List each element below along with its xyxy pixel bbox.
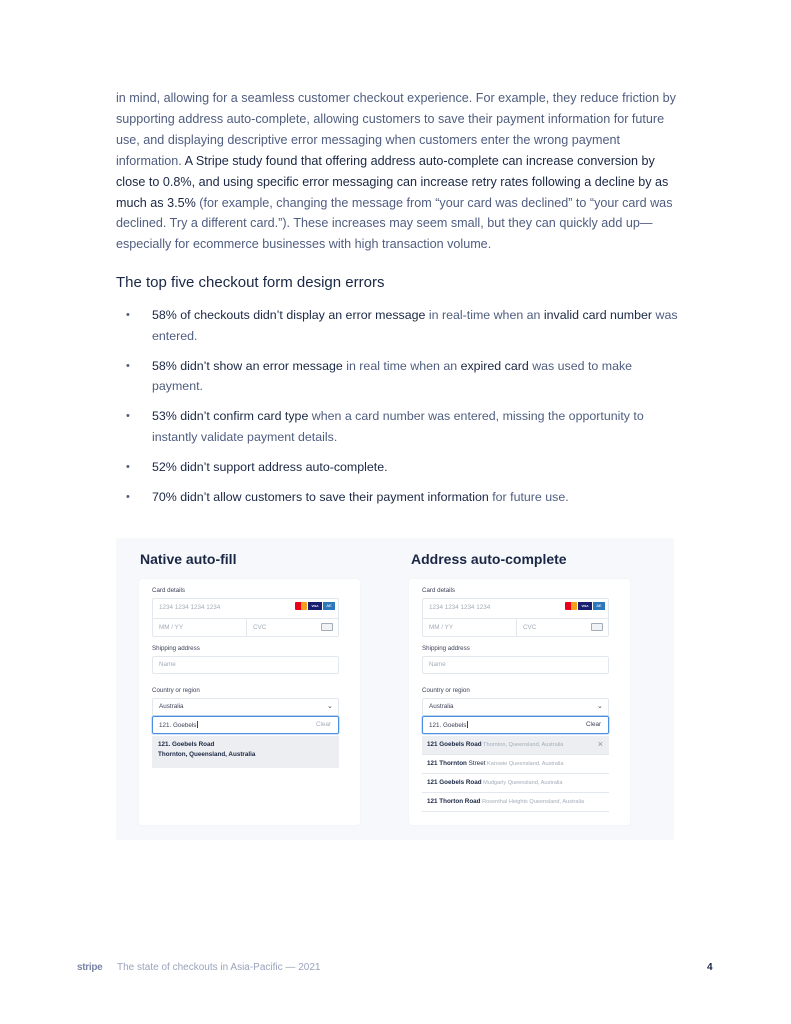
bullet-emphasis: 58% didn’t show an error message: [152, 358, 343, 373]
bullet-text: for future use.: [488, 489, 569, 504]
bullet-emphasis: 58% of checkouts didn’t display an error message: [152, 308, 426, 322]
shipping-address-label: Shipping address: [152, 645, 200, 652]
expiry-placeholder: MM / YY: [429, 624, 454, 631]
autocomplete-suggestion[interactable]: [422, 774, 609, 793]
suggestion-text: 121 Goebels Road Thornton, Queensland, Australia: [427, 741, 564, 748]
cvc-card-icon: [321, 623, 333, 631]
country-value: Australia: [159, 703, 184, 710]
country-value: Australia: [429, 703, 454, 710]
bullet-dot: •: [126, 460, 130, 473]
section-heading: The top five checkout form design errors: [116, 274, 385, 291]
country-select[interactable]: [422, 698, 609, 716]
card-details-label: Card details: [152, 587, 186, 594]
bullet-text: was entered.: [152, 308, 678, 343]
bullet-emphasis: 52% didn’t support address auto-complete.: [152, 459, 388, 474]
card-input-group: [422, 598, 609, 637]
native-autofill-title: Native auto-fill: [140, 551, 237, 567]
bullet-dot: •: [126, 309, 130, 321]
cvc-placeholder: CVC: [253, 624, 267, 631]
bullet-text: when a card number was entered, missing the opportunity to instantly validate payment details.: [152, 409, 644, 444]
bullet-text: in real-time when an: [425, 308, 544, 322]
shipping-address-label: Shipping address: [422, 645, 470, 652]
card-number-placeholder: 1234 1234 1234 1234: [159, 604, 221, 611]
bullet-dot: •: [126, 410, 130, 422]
name-placeholder: Name: [159, 661, 176, 668]
error-list: [126, 305, 681, 517]
card-number-field[interactable]: [153, 599, 338, 618]
list-item: [126, 305, 681, 346]
name-field[interactable]: [422, 656, 609, 674]
visa-icon: VISA: [578, 602, 592, 610]
card-number-placeholder: 1234 1234 1234 1234: [429, 604, 491, 611]
country-label: Country or region: [422, 687, 470, 694]
close-icon[interactable]: ×: [597, 739, 603, 749]
expiry-field[interactable]: [423, 618, 517, 637]
autocomplete-suggestion[interactable]: [422, 736, 609, 755]
address-value: 121. Goebels: [159, 722, 197, 729]
expiry-field[interactable]: [153, 618, 247, 637]
autocomplete-suggestion[interactable]: [422, 755, 609, 774]
suggestion-text: 121 Thornton Street Karowie Queensland, Australia: [427, 760, 564, 767]
card-number-field[interactable]: [423, 599, 608, 618]
bullet-emphasis: invalid card number: [543, 308, 653, 322]
mastercard-icon: [295, 602, 307, 610]
expiry-placeholder: MM / YY: [159, 624, 184, 631]
stripe-logo: stripe: [77, 962, 103, 973]
bullet-dot: •: [126, 359, 130, 372]
address-autocomplete-title: Address auto-complete: [411, 551, 567, 567]
suggestion-text: 121 Goebels Road Mudgarly Queensland, Australia: [427, 779, 563, 786]
chevron-down-icon: ⌄: [327, 703, 333, 710]
bullet-text: in real time when an: [342, 358, 461, 373]
name-field[interactable]: [152, 656, 339, 674]
mastercard-icon: [565, 602, 577, 610]
footer-title: The state of checkouts in Asia-Pacific — 2021: [117, 962, 321, 973]
country-select[interactable]: [152, 698, 339, 716]
cvc-placeholder: CVC: [523, 624, 537, 631]
suggestion-line-2: Thornton, Queensland, Australia: [158, 751, 256, 758]
amex-icon: AE: [593, 602, 605, 610]
intro-text-1: in mind, allowing for a seamless customer checkout experience. For example, they reduce friction by supporting address auto-complete, allowing customers to save their payment information for future use, and displaying descriptive error messaging when customers enter the wrong payment information.: [116, 91, 676, 168]
bullet-emphasis: 70% didn’t allow customers to save their payment information: [152, 489, 489, 504]
visa-icon: VISA: [308, 602, 322, 610]
name-placeholder: Name: [429, 661, 446, 668]
list-item: [126, 487, 681, 508]
autocomplete-suggestion[interactable]: [422, 793, 609, 812]
address-value: 121. Goebels: [429, 722, 467, 729]
intro-highlight: A Stripe study found that offering address auto-complete can increase conversion by close to 0.8%, and using specific error messaging can increase retry rates following a decline by as much as 3.5%: [116, 153, 669, 210]
chevron-down-icon: ⌄: [597, 703, 603, 710]
bullet-text: was used to make payment.: [152, 358, 633, 393]
amex-icon: AE: [323, 602, 335, 610]
address-autocomplete-form: [409, 579, 630, 825]
list-item: [126, 356, 681, 397]
country-label: Country or region: [152, 687, 200, 694]
bullet-emphasis: 53% didn’t confirm card type: [152, 409, 309, 423]
list-item: [126, 457, 681, 478]
autofill-suggestion[interactable]: [152, 736, 339, 768]
suggestion-text: 121 Thorton Road Rosenthal Heights Queensland, Australia: [427, 798, 585, 805]
list-item: [126, 406, 681, 447]
card-input-group: [152, 598, 339, 637]
comparison-panel: [116, 538, 674, 840]
cvc-field[interactable]: [517, 618, 609, 637]
intro-paragraph: [116, 88, 681, 255]
bullet-emphasis: expired card: [460, 358, 529, 373]
clear-button[interactable]: Clear: [316, 721, 332, 728]
bullet-dot: •: [126, 490, 130, 503]
page-number: 4: [707, 962, 713, 973]
cvc-card-icon: [591, 623, 603, 631]
card-details-label: Card details: [422, 587, 456, 594]
intro-text-2: (for example, changing the message from “your card was declined” to “your card was declined. Try a different card.”). These increases may seem small, but they can quickly add up—especially for ecommerce businesses with high transaction volume.: [116, 195, 673, 252]
clear-button[interactable]: Clear: [586, 721, 602, 728]
suggestion-line-1: 121. Goebels Road: [158, 741, 215, 748]
native-autofill-form: [139, 579, 360, 825]
cvc-field[interactable]: [247, 618, 339, 637]
address-input[interactable]: [152, 716, 339, 734]
address-input[interactable]: [422, 716, 609, 734]
